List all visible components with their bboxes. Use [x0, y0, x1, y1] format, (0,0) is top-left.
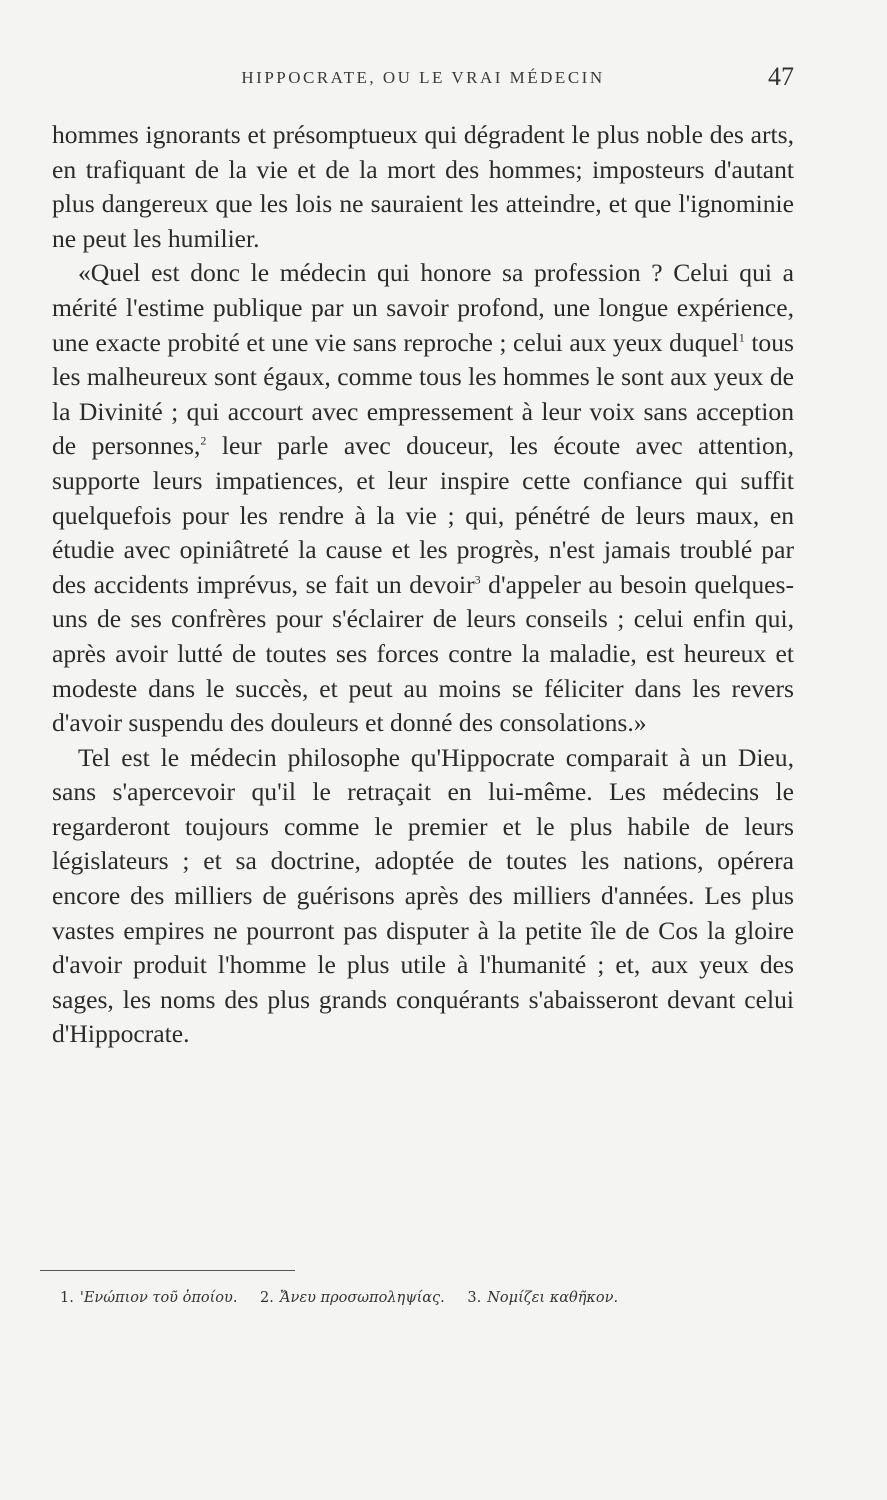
footnote-text: Νομίζει καθῆκον. — [487, 1290, 619, 1306]
footnote-text: 'Ενώπιον τοῦ ὁποίου. — [79, 1290, 238, 1306]
running-title: HIPPOCRATE, OU LE VRAI MÉDECIN — [241, 68, 605, 87]
paragraph-quote-part-c: leur parle avec douceur, les écoute avec attention, supporte leurs impatiences, et leur inspire cette confiance qui suffit quelquefois pour les rendre à la vie ; qui, pénétré de leurs maux, en étudie avec opiniâtreté la cause et les progrès, n'est jamais troublé par des accidents imprévus, se fait un devoir — [52, 431, 794, 599]
body-text — [52, 118, 794, 1052]
paragraph-conclusion: Tel est le médecin philosophe qu'Hippocrate comparait à un Dieu, sans s'apercevoir qu'il le retraçait en lui-même. Les médecins le regarderont toujours comme le premier et le plus habile de leurs législateurs ; et sa doctrine, adoptée de toutes les nations, opérera encore des milliers de guérisons après des milliers d'années. Les plus vastes empires ne pourront pas disputer à la petite île de Cos la gloire d'avoir produit l'homme le plus utile à l'humanité ; et, aux yeux des sages, les noms des plus grands conquérants s'abaisseront devant celui d'Hippocrate. — [52, 742, 794, 1049]
footnote-2 — [260, 1290, 445, 1306]
footnote-ref-2: 2 — [200, 433, 207, 448]
page-number: 47 — [768, 62, 794, 91]
footnotes — [60, 1290, 800, 1306]
footnote-1 — [60, 1290, 237, 1306]
paragraph-quote — [52, 256, 794, 740]
footnote-number: 1. — [60, 1290, 74, 1306]
paragraph-quote-part-a: «Quel est donc le médecin qui honore sa profession ? Celui qui a mérité l'estime publique par un savoir profond, une longue expérience, une exacte probité et une vie sans reproche ; celui aux yeux duquel — [52, 258, 794, 357]
running-head — [52, 62, 794, 92]
footnote-3 — [467, 1290, 618, 1306]
footnote-number: 3. — [467, 1290, 482, 1306]
footnote-ref-3: 3 — [474, 572, 481, 587]
footnote-ref-1: 1 — [738, 330, 745, 345]
footnote-divider — [40, 1270, 295, 1271]
paragraph-continuation: hommes ignorants et présomptueux qui dégradent le plus noble des arts, en trafiquant de la vie et de la mort des hommes; imposteurs d'autant plus dangereux que les lois ne sauraient les atteindre, et que l'ignominie ne peut les humilier. — [52, 120, 794, 253]
paragraph-quote-part-b: tous les malheureux sont égaux, comme tous les hommes le sont aux yeux de la Divinité ; qui accourt avec empressement à leur voix sans acception de personnes, — [52, 327, 794, 461]
paragraph-quote-part-d: d'appeler au besoin quelques-uns de ses confrères pour s'éclairer de leurs conseils ; celui enfin qui, après avoir lutté de toutes ses forces contre la maladie, est heureux et modeste dans le succès, et peut au moins se féliciter dans les revers d'avoir suspendu des douleurs et donné des consolations.» — [52, 569, 794, 738]
footnote-number: 2. — [260, 1290, 274, 1306]
footnote-text: Ἄνευ προσωποληψίας. — [279, 1290, 445, 1306]
